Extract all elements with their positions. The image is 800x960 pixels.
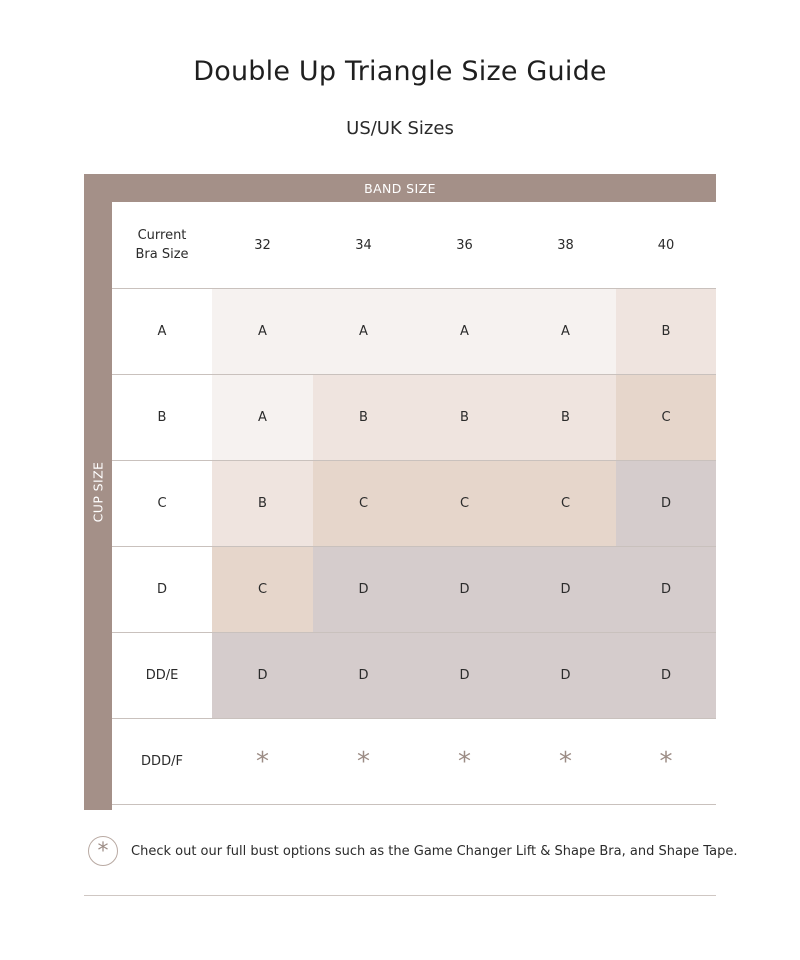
size-value: B bbox=[258, 496, 267, 511]
band-size-axis-bar bbox=[84, 174, 716, 202]
size-value: D bbox=[459, 582, 470, 597]
size-cell bbox=[313, 719, 414, 804]
size-cell bbox=[313, 633, 414, 718]
size-cell bbox=[515, 461, 616, 546]
size-cell bbox=[414, 461, 515, 546]
table-header-row bbox=[112, 202, 716, 289]
size-cell bbox=[212, 375, 313, 460]
size-value: D bbox=[660, 668, 671, 683]
band-header-cell: 38 bbox=[515, 202, 616, 288]
size-cell bbox=[313, 547, 414, 632]
size-value: D bbox=[257, 668, 268, 683]
size-value: C bbox=[661, 410, 671, 425]
table-row bbox=[112, 461, 716, 547]
band-header-cell: 36 bbox=[414, 202, 515, 288]
size-cell bbox=[414, 375, 515, 460]
size-value: D bbox=[660, 496, 671, 511]
size-value: A bbox=[258, 324, 267, 339]
page-title: Double Up Triangle Size Guide bbox=[193, 56, 607, 87]
asterisk-icon: * bbox=[559, 746, 572, 777]
size-value: C bbox=[459, 496, 470, 511]
size-cell bbox=[313, 375, 414, 460]
size-cell bbox=[313, 461, 414, 546]
size-cell bbox=[616, 289, 716, 374]
current-bra-size-header bbox=[112, 202, 212, 288]
cup-size-label: C bbox=[112, 461, 212, 546]
full-bust-note bbox=[88, 836, 737, 866]
asterisk-symbol: * bbox=[97, 838, 109, 864]
cup-size-axis-label: CUP SIZE bbox=[90, 461, 106, 523]
size-value: D bbox=[560, 668, 571, 683]
cup-size-label: A bbox=[112, 289, 212, 374]
asterisk-icon: * bbox=[458, 746, 471, 777]
band-header-cell: 40 bbox=[616, 202, 716, 288]
size-cell bbox=[414, 547, 515, 632]
size-cell bbox=[515, 289, 616, 374]
size-value: D bbox=[660, 582, 671, 597]
cup-size-label: D bbox=[112, 547, 212, 632]
size-value: D bbox=[560, 582, 571, 597]
size-value: D bbox=[358, 668, 369, 683]
asterisk-icon bbox=[88, 836, 118, 866]
size-cell bbox=[212, 719, 313, 804]
size-cell bbox=[515, 547, 616, 632]
asterisk-icon: * bbox=[256, 746, 269, 777]
size-cell bbox=[414, 633, 515, 718]
size-value: C bbox=[358, 496, 369, 511]
current-bra-size-label: Current Bra Size bbox=[135, 228, 189, 262]
size-value: B bbox=[561, 410, 570, 425]
size-cell bbox=[515, 375, 616, 460]
cup-size-label: DDD/F bbox=[112, 719, 212, 804]
table-row bbox=[112, 633, 716, 719]
size-cell bbox=[313, 289, 414, 374]
size-cell bbox=[616, 547, 716, 632]
full-bust-note-text: Check out our full bust options such as the Game Changer Lift & Shape Bra, and Shape Tape. bbox=[131, 843, 738, 859]
size-cell bbox=[414, 289, 515, 374]
asterisk-icon: * bbox=[357, 746, 370, 777]
cup-size-label: B bbox=[112, 375, 212, 460]
table-row bbox=[112, 547, 716, 633]
size-value: D bbox=[358, 582, 369, 597]
size-cell bbox=[212, 289, 313, 374]
size-value: A bbox=[359, 324, 368, 339]
size-value: A bbox=[258, 410, 267, 425]
size-cell bbox=[616, 461, 716, 546]
size-value: A bbox=[460, 324, 469, 339]
bottom-divider bbox=[84, 895, 716, 896]
band-size-axis-label: BAND SIZE bbox=[364, 180, 436, 196]
table-row bbox=[112, 375, 716, 461]
size-value: A bbox=[561, 324, 570, 339]
size-cell bbox=[616, 375, 716, 460]
size-value: D bbox=[459, 668, 470, 683]
table-row bbox=[112, 719, 716, 805]
band-header-cell: 34 bbox=[313, 202, 414, 288]
table-row bbox=[112, 289, 716, 375]
size-cell bbox=[616, 719, 716, 804]
size-cell bbox=[414, 719, 515, 804]
band-header-cell: 32 bbox=[212, 202, 313, 288]
size-value: C bbox=[560, 496, 571, 511]
size-cell bbox=[515, 719, 616, 804]
page-subtitle: US/UK Sizes bbox=[346, 118, 454, 139]
size-value: B bbox=[661, 324, 671, 339]
size-guide-table bbox=[112, 202, 716, 805]
size-cell bbox=[515, 633, 616, 718]
size-value: C bbox=[257, 582, 268, 597]
cup-size-label: DD/E bbox=[112, 633, 212, 718]
size-cell bbox=[212, 461, 313, 546]
asterisk-icon: * bbox=[659, 746, 673, 777]
size-value: B bbox=[359, 410, 368, 425]
size-value: B bbox=[460, 410, 469, 425]
size-cell bbox=[212, 633, 313, 718]
size-cell bbox=[212, 547, 313, 632]
size-cell bbox=[616, 633, 716, 718]
